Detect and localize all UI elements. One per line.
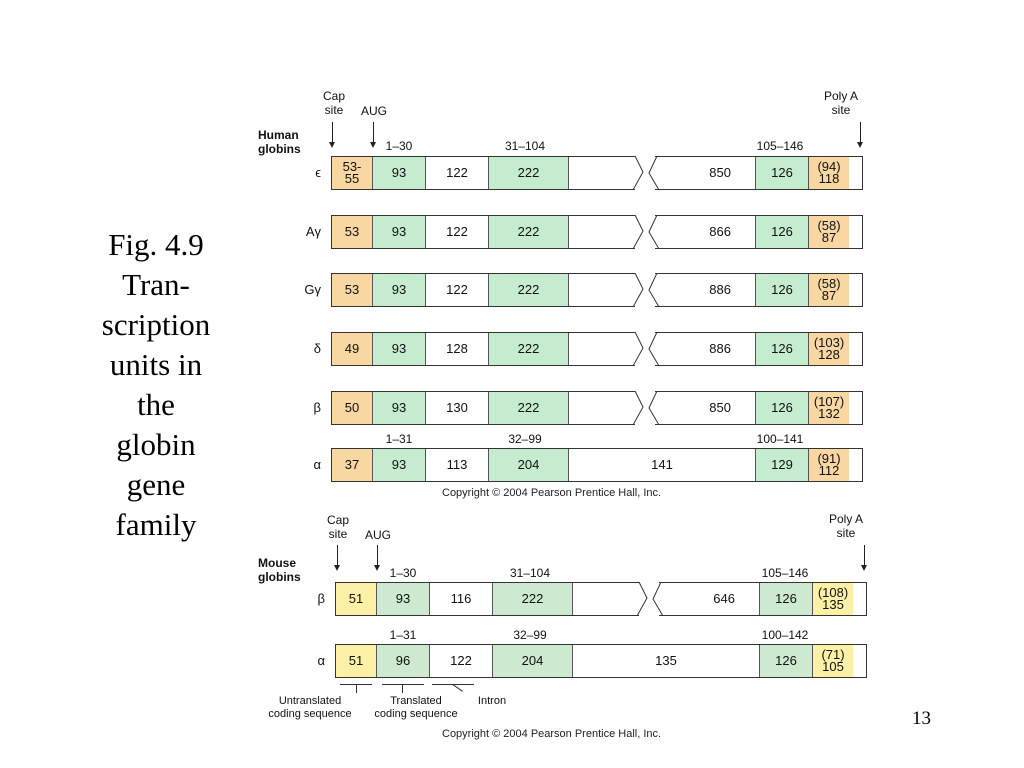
mouse-alpha-exon3-range: 100–142 (761, 628, 809, 642)
utr3-segment (813, 645, 853, 677)
mouse-alpha-exon2-range: 32–99 (513, 628, 547, 642)
legend-text: coding sequence (268, 708, 352, 720)
segment-length: 204 (517, 457, 540, 472)
utr3-segment (809, 216, 849, 248)
utr5-segment (332, 274, 373, 306)
caption-line: family (115, 507, 197, 542)
segment-length: 126 (771, 165, 793, 180)
segment-length: 51 (348, 591, 364, 606)
utr3-segment (809, 157, 849, 189)
segment-length: 141 (651, 457, 673, 472)
exon3-segment (756, 157, 809, 189)
mouse-polya-label (829, 512, 863, 540)
segment-length: 126 (771, 224, 793, 239)
segment-length: 126 (771, 282, 793, 297)
figure-caption (88, 225, 224, 545)
segment-length: 204 (521, 653, 544, 668)
segment-length: 53- 55 (342, 159, 362, 186)
exon2-range-label: 31–104 (504, 139, 546, 153)
utr5-segment (336, 645, 377, 677)
legend-translated (374, 695, 457, 721)
segment-length: 126 (771, 400, 793, 415)
segment-length: 93 (391, 224, 407, 239)
segment-length: 222 (517, 165, 540, 180)
segment-length: (91) 112 (817, 451, 841, 478)
segment-length: 866 (709, 224, 731, 239)
intron1-segment (426, 392, 489, 424)
mouse-copyright: Copyright © 2004 Pearson Prentice Hall, Inc. (442, 728, 662, 740)
segment-length: 49 (344, 341, 360, 356)
caption-line: gene (126, 467, 186, 502)
segment-length: 130 (446, 400, 468, 415)
intron1-segment (426, 449, 489, 481)
title-line: globins (258, 142, 301, 156)
segment-length: 116 (450, 591, 472, 606)
gene-transcription-unit (335, 644, 867, 678)
legend-text: coding sequence (374, 708, 458, 720)
segment-length: 37 (344, 457, 360, 472)
mouse-beta-exon1-range: 1–30 (389, 566, 417, 580)
exon3-segment (756, 333, 809, 365)
gene-transcription-unit (331, 215, 863, 249)
mouse-globins-title (258, 556, 301, 584)
human-globins-title (258, 128, 301, 156)
gene-transcription-unit (331, 156, 863, 190)
exon1-segment (373, 274, 426, 306)
gene-transcription-unit (331, 448, 863, 482)
exon3-segment (760, 645, 813, 677)
exon2-segment (489, 392, 569, 424)
segment-length: 850 (709, 400, 731, 415)
segment-length: 222 (517, 282, 540, 297)
segment-length: 135 (655, 653, 677, 668)
gene-transcription-unit (331, 332, 863, 366)
break-mark-icon (631, 332, 661, 366)
intron1-segment (426, 274, 489, 306)
segment-length: 126 (771, 341, 793, 356)
segment-length: 222 (517, 224, 540, 239)
segment-length: 93 (391, 457, 407, 472)
segment-length: 93 (391, 341, 407, 356)
break-mark-icon (635, 582, 665, 616)
segment-length: 122 (446, 224, 468, 239)
break-mark-icon (631, 273, 661, 307)
segment-length: 129 (771, 457, 793, 472)
legend-text: Translated (390, 695, 442, 707)
utr5-segment (332, 449, 373, 481)
exon2-segment (489, 274, 569, 306)
utr3-segment (809, 449, 849, 481)
intron1-segment (426, 216, 489, 248)
human-aug-label: AUG (360, 104, 388, 118)
human-cap-site-label (323, 89, 345, 117)
gene-transcription-unit (335, 582, 867, 616)
utr3-segment (813, 583, 853, 615)
caption-line: Fig. 4.9 (108, 227, 204, 262)
segment-length: 51 (348, 653, 364, 668)
intron2-segment (569, 216, 756, 248)
intron2-segment (569, 333, 756, 365)
exon3-segment (760, 583, 813, 615)
segment-length: 886 (709, 282, 731, 297)
utr3-segment (809, 392, 849, 424)
segment-length: 93 (391, 282, 407, 297)
caption-line: the (137, 387, 175, 422)
exon1-segment (373, 157, 426, 189)
legend-tick (356, 684, 357, 693)
alpha-exon1-range-label: 1–31 (385, 432, 413, 446)
segment-length: (108) 135 (817, 585, 849, 612)
cap-label-line: Cap (326, 513, 350, 527)
caption-line: units in (109, 347, 203, 382)
segment-length: (71) 105 (821, 647, 845, 674)
gene-name: Gγ (304, 282, 321, 297)
exon3-segment (756, 449, 809, 481)
utr5-segment (332, 392, 373, 424)
cap-label-line: Cap (322, 89, 346, 103)
legend-tick (452, 684, 462, 692)
caption-line: globin (116, 427, 196, 462)
segment-length: 53 (344, 282, 360, 297)
segment-length: 93 (391, 165, 407, 180)
segment-length: (103) 128 (813, 335, 845, 362)
utr5-segment (332, 333, 373, 365)
mouse-cap-site-label (327, 513, 349, 541)
exon1-range-label: 1–30 (385, 139, 413, 153)
exon1-segment (377, 645, 430, 677)
exon1-segment (373, 333, 426, 365)
segment-length: 93 (395, 591, 411, 606)
intron2-segment (573, 583, 760, 615)
segment-length: 93 (391, 400, 407, 415)
exon1-segment (373, 216, 426, 248)
utr5-segment (332, 216, 373, 248)
human-polya-label (824, 89, 858, 117)
gene-name: β (317, 591, 325, 606)
segment-length: (58) 87 (817, 218, 841, 245)
legend-text: Untranslated (278, 695, 342, 707)
caption-line: Tran- (122, 267, 190, 302)
mouse-alpha-exon1-range: 1–31 (389, 628, 417, 642)
exon1-segment (373, 449, 426, 481)
intron2-segment (569, 392, 756, 424)
intron1-segment (430, 645, 493, 677)
exon1-segment (377, 583, 430, 615)
segment-length: 113 (446, 457, 468, 472)
intron1-segment (426, 333, 489, 365)
legend-tick (402, 684, 403, 693)
legend-untranslated (268, 695, 351, 721)
intron2-segment (569, 449, 756, 481)
utr5-segment (336, 583, 377, 615)
segment-length: (94) 118 (817, 159, 841, 186)
exon2-segment (493, 583, 573, 615)
alpha-exon3-range-label: 100–141 (756, 432, 804, 446)
exon2-segment (489, 333, 569, 365)
gene-name: α (313, 457, 321, 472)
intron2-segment (569, 274, 756, 306)
gene-name: Aγ (305, 224, 321, 239)
gene-name: δ (313, 341, 321, 356)
segment-length: 886 (709, 341, 731, 356)
gene-name: α (317, 653, 325, 668)
segment-length: 126 (775, 591, 797, 606)
polya-label-line: Poly A (828, 512, 864, 526)
exon2-segment (489, 449, 569, 481)
title-line: Human (258, 128, 299, 142)
legend-intron: Intron (477, 695, 507, 707)
mouse-aug-label: AUG (364, 528, 392, 542)
gene-name: ϵ (315, 165, 321, 180)
segment-length: 222 (517, 400, 540, 415)
polya-label-line: Poly A (823, 89, 859, 103)
gene-transcription-unit (331, 273, 863, 307)
intron2-segment (569, 157, 756, 189)
title-line: Mouse (258, 556, 297, 570)
page-number: 13 (912, 708, 931, 729)
alpha-exon2-range-label: 32–99 (508, 432, 542, 446)
segment-length: (58) 87 (817, 276, 841, 303)
break-mark-icon (631, 156, 661, 190)
exon3-segment (756, 274, 809, 306)
gene-name: β (313, 400, 321, 415)
segment-length: 850 (709, 165, 731, 180)
segment-length: 126 (775, 653, 797, 668)
segment-length: 50 (344, 400, 360, 415)
exon2-segment (493, 645, 573, 677)
exon2-segment (489, 157, 569, 189)
intron1-segment (426, 157, 489, 189)
segment-length: 128 (446, 341, 468, 356)
title-line: globins (258, 570, 301, 584)
caption-line: scription (101, 307, 211, 342)
cap-label-line: site (324, 103, 344, 117)
exon3-range-label: 105–146 (756, 139, 804, 153)
exon2-segment (489, 216, 569, 248)
segment-length: 646 (713, 591, 735, 606)
segment-length: (107) 132 (813, 394, 845, 421)
segment-length: 222 (521, 591, 544, 606)
exon1-segment (373, 392, 426, 424)
segment-length: 222 (517, 341, 540, 356)
break-mark-icon (631, 391, 661, 425)
exon3-segment (756, 216, 809, 248)
segment-length: 122 (450, 653, 472, 668)
mouse-beta-exon2-range: 31–104 (509, 566, 551, 580)
segment-length: 96 (395, 653, 411, 668)
polya-label-line: site (836, 526, 856, 540)
utr3-segment (809, 274, 849, 306)
human-copyright: Copyright © 2004 Pearson Prentice Hall, Inc. (442, 487, 662, 499)
exon3-segment (756, 392, 809, 424)
utr3-segment (809, 333, 849, 365)
segment-length: 122 (446, 282, 468, 297)
break-mark-icon (631, 215, 661, 249)
legend-bracket (382, 684, 424, 685)
polya-label-line: site (831, 103, 851, 117)
mouse-beta-exon3-range: 105–146 (761, 566, 809, 580)
gene-transcription-unit (331, 391, 863, 425)
utr5-segment (332, 157, 373, 189)
segment-length: 53 (344, 224, 360, 239)
intron1-segment (430, 583, 493, 615)
cap-label-line: site (328, 527, 348, 541)
segment-length: 122 (446, 165, 468, 180)
intron2-segment (573, 645, 760, 677)
